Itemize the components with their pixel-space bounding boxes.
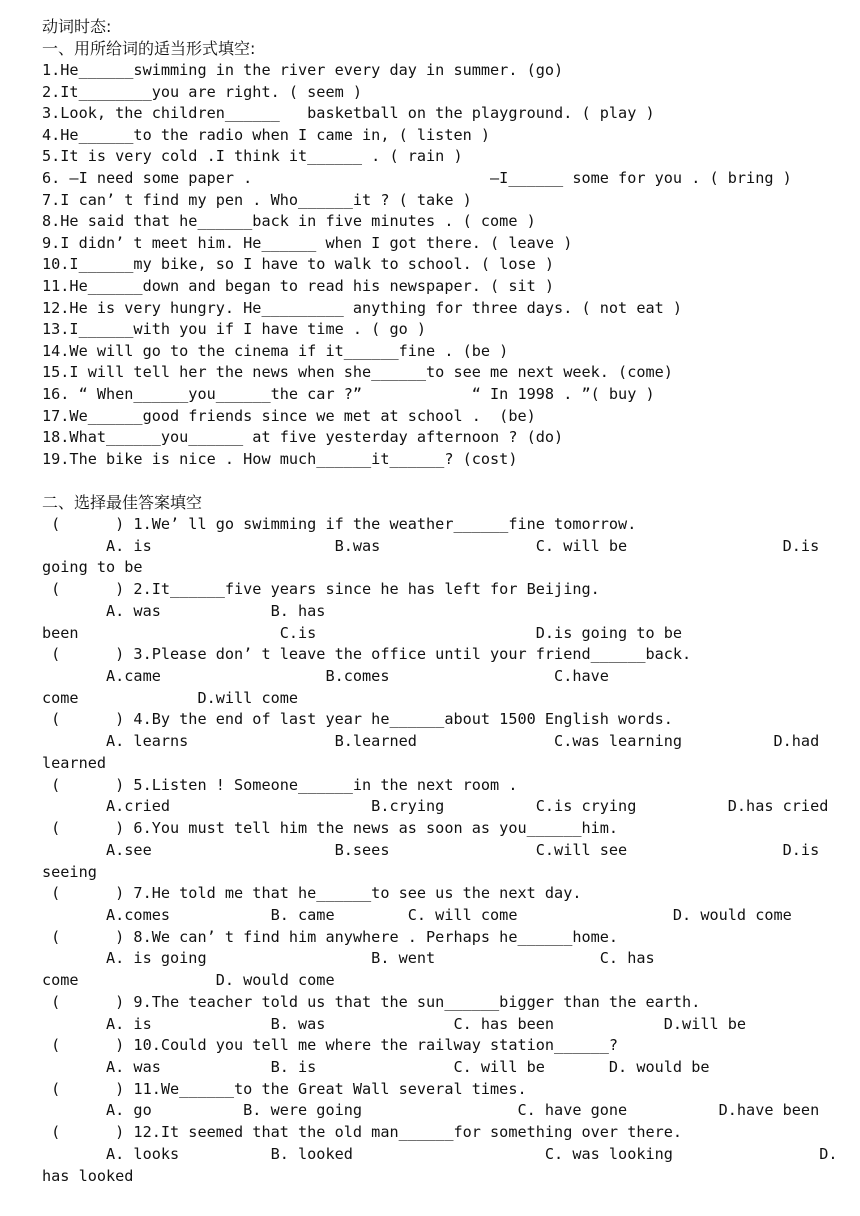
choice-options: come D.will come — [42, 688, 299, 707]
fill-blank-question: 13.I______with you if I have time . ( go ) — [42, 320, 427, 339]
choice-options: A. go B. were going C. have gone D.have been — [42, 1101, 820, 1120]
section1-title: 一、用所给词的适当形式填空: — [42, 39, 256, 58]
fill-blank-question: 10.I______my bike, so I have to walk to school. ( lose ) — [42, 255, 555, 274]
choice-options: going to be — [42, 558, 143, 577]
choice-options: A. looks B. looked C. was looking D. — [42, 1144, 838, 1163]
choice-options: A. is going B. went C. has — [42, 949, 655, 968]
fill-blank-question: 2.It________you are right. ( seem ) — [42, 82, 363, 101]
fill-blank-question: 17.We______good friends since we met at school . (be) — [42, 406, 536, 425]
choice-options: A. is B. was C. has been D.will be — [42, 1014, 747, 1033]
fill-blank-question: 8.He said that he______back in five minutes . ( come ) — [42, 212, 536, 231]
fill-blank-question: 5.It is very cold .I think it______ . ( rain ) — [42, 147, 463, 166]
choice-question: ( ) 1.We’ ll go swimming if the weather______fine tomorrow. — [42, 515, 637, 533]
fill-blank-question: 14.We will go to the cinema if it______fine . (be ) — [42, 341, 509, 360]
fill-blank-question: 6. —I need some paper . —I______ some for you . ( bring ) — [42, 169, 792, 187]
choice-question: ( ) 10.Could you tell me where the railway station______? — [42, 1036, 619, 1055]
choice-options: has looked — [42, 1166, 134, 1185]
choice-question: ( ) 12.It seemed that the old man______for something over there. — [42, 1123, 683, 1142]
choice-question: ( ) 2.It______five years since he has left for Beijing. — [42, 580, 600, 599]
fill-blank-question: 15.I will tell her the news when she______to see me next week. (come) — [42, 363, 673, 382]
section2-title: 二、选择最佳答案填空 — [42, 493, 203, 512]
choice-options: A. learns B.learned C.was learning D.had — [42, 732, 820, 751]
fill-blank-question: 12.He is very hungry. He_________ anything for three days. ( not eat ) — [42, 298, 683, 317]
choice-question: ( ) 9.The teacher told us that the sun______bigger than the earth. — [42, 992, 701, 1011]
choice-options: A.came B.comes C.have — [42, 667, 609, 686]
choice-question: ( ) 8.We can’ t find him anywhere . Perhaps he______home. — [42, 927, 619, 946]
choice-options: seeing — [42, 862, 97, 881]
choice-question: ( ) 4.By the end of last year he______about 1500 English words. — [42, 710, 673, 729]
choice-options: been C.is D.is going to be — [42, 623, 683, 642]
heading: 动词时态: — [42, 17, 112, 36]
choice-options: come D. would come — [42, 971, 335, 990]
choice-options: A.cried B.crying C.is crying D.has cried — [42, 797, 829, 816]
choice-options: A.comes B. came C. will come D. would come — [42, 905, 792, 924]
fill-blank-question: 3.Look, the children______ basketball on the playground. ( play ) — [42, 104, 655, 123]
fill-blank-question: 16. “ When______you______the car ?” “ In 1998 . ”( buy ) — [42, 385, 655, 403]
choice-question: ( ) 3.Please don’ t leave the office until your friend______back. — [42, 645, 692, 664]
fill-blank-question: 7.I can’ t find my pen . Who______it ? ( take ) — [42, 190, 472, 209]
choice-question: ( ) 5.Listen ! Someone______in the next room . — [42, 775, 518, 794]
choice-options: A. was B. has — [42, 601, 326, 620]
fill-blank-question: 19.The bike is nice . How much______it______? (cost) — [42, 449, 518, 468]
fill-blank-question: 18.What______you______ at five yesterday afternoon ? (do) — [42, 428, 564, 447]
choice-question: ( ) 6.You must tell him the news as soon as you______him. — [42, 819, 619, 838]
choice-options: learned — [42, 753, 107, 772]
choice-question: ( ) 11.We______to the Great Wall several times. — [42, 1079, 527, 1098]
fill-blank-question: 4.He______to the radio when I came in, ( listen ) — [42, 125, 491, 144]
fill-blank-question: 1.He______swimming in the river every day in summer. (go) — [42, 61, 564, 79]
choice-options: A. is B.was C. will be D.is — [42, 536, 820, 555]
choice-question: ( ) 7.He told me that he______to see us the next day. — [42, 884, 582, 903]
choice-options: A. was B. is C. will be D. would be — [42, 1058, 710, 1076]
fill-blank-question: 9.I didn’ t meet him. He______ when I got there. ( leave ) — [42, 233, 573, 252]
fill-blank-question: 11.He______down and began to read his newspaper. ( sit ) — [42, 277, 555, 295]
choice-options: A.see B.sees C.will see D.is — [42, 840, 820, 859]
